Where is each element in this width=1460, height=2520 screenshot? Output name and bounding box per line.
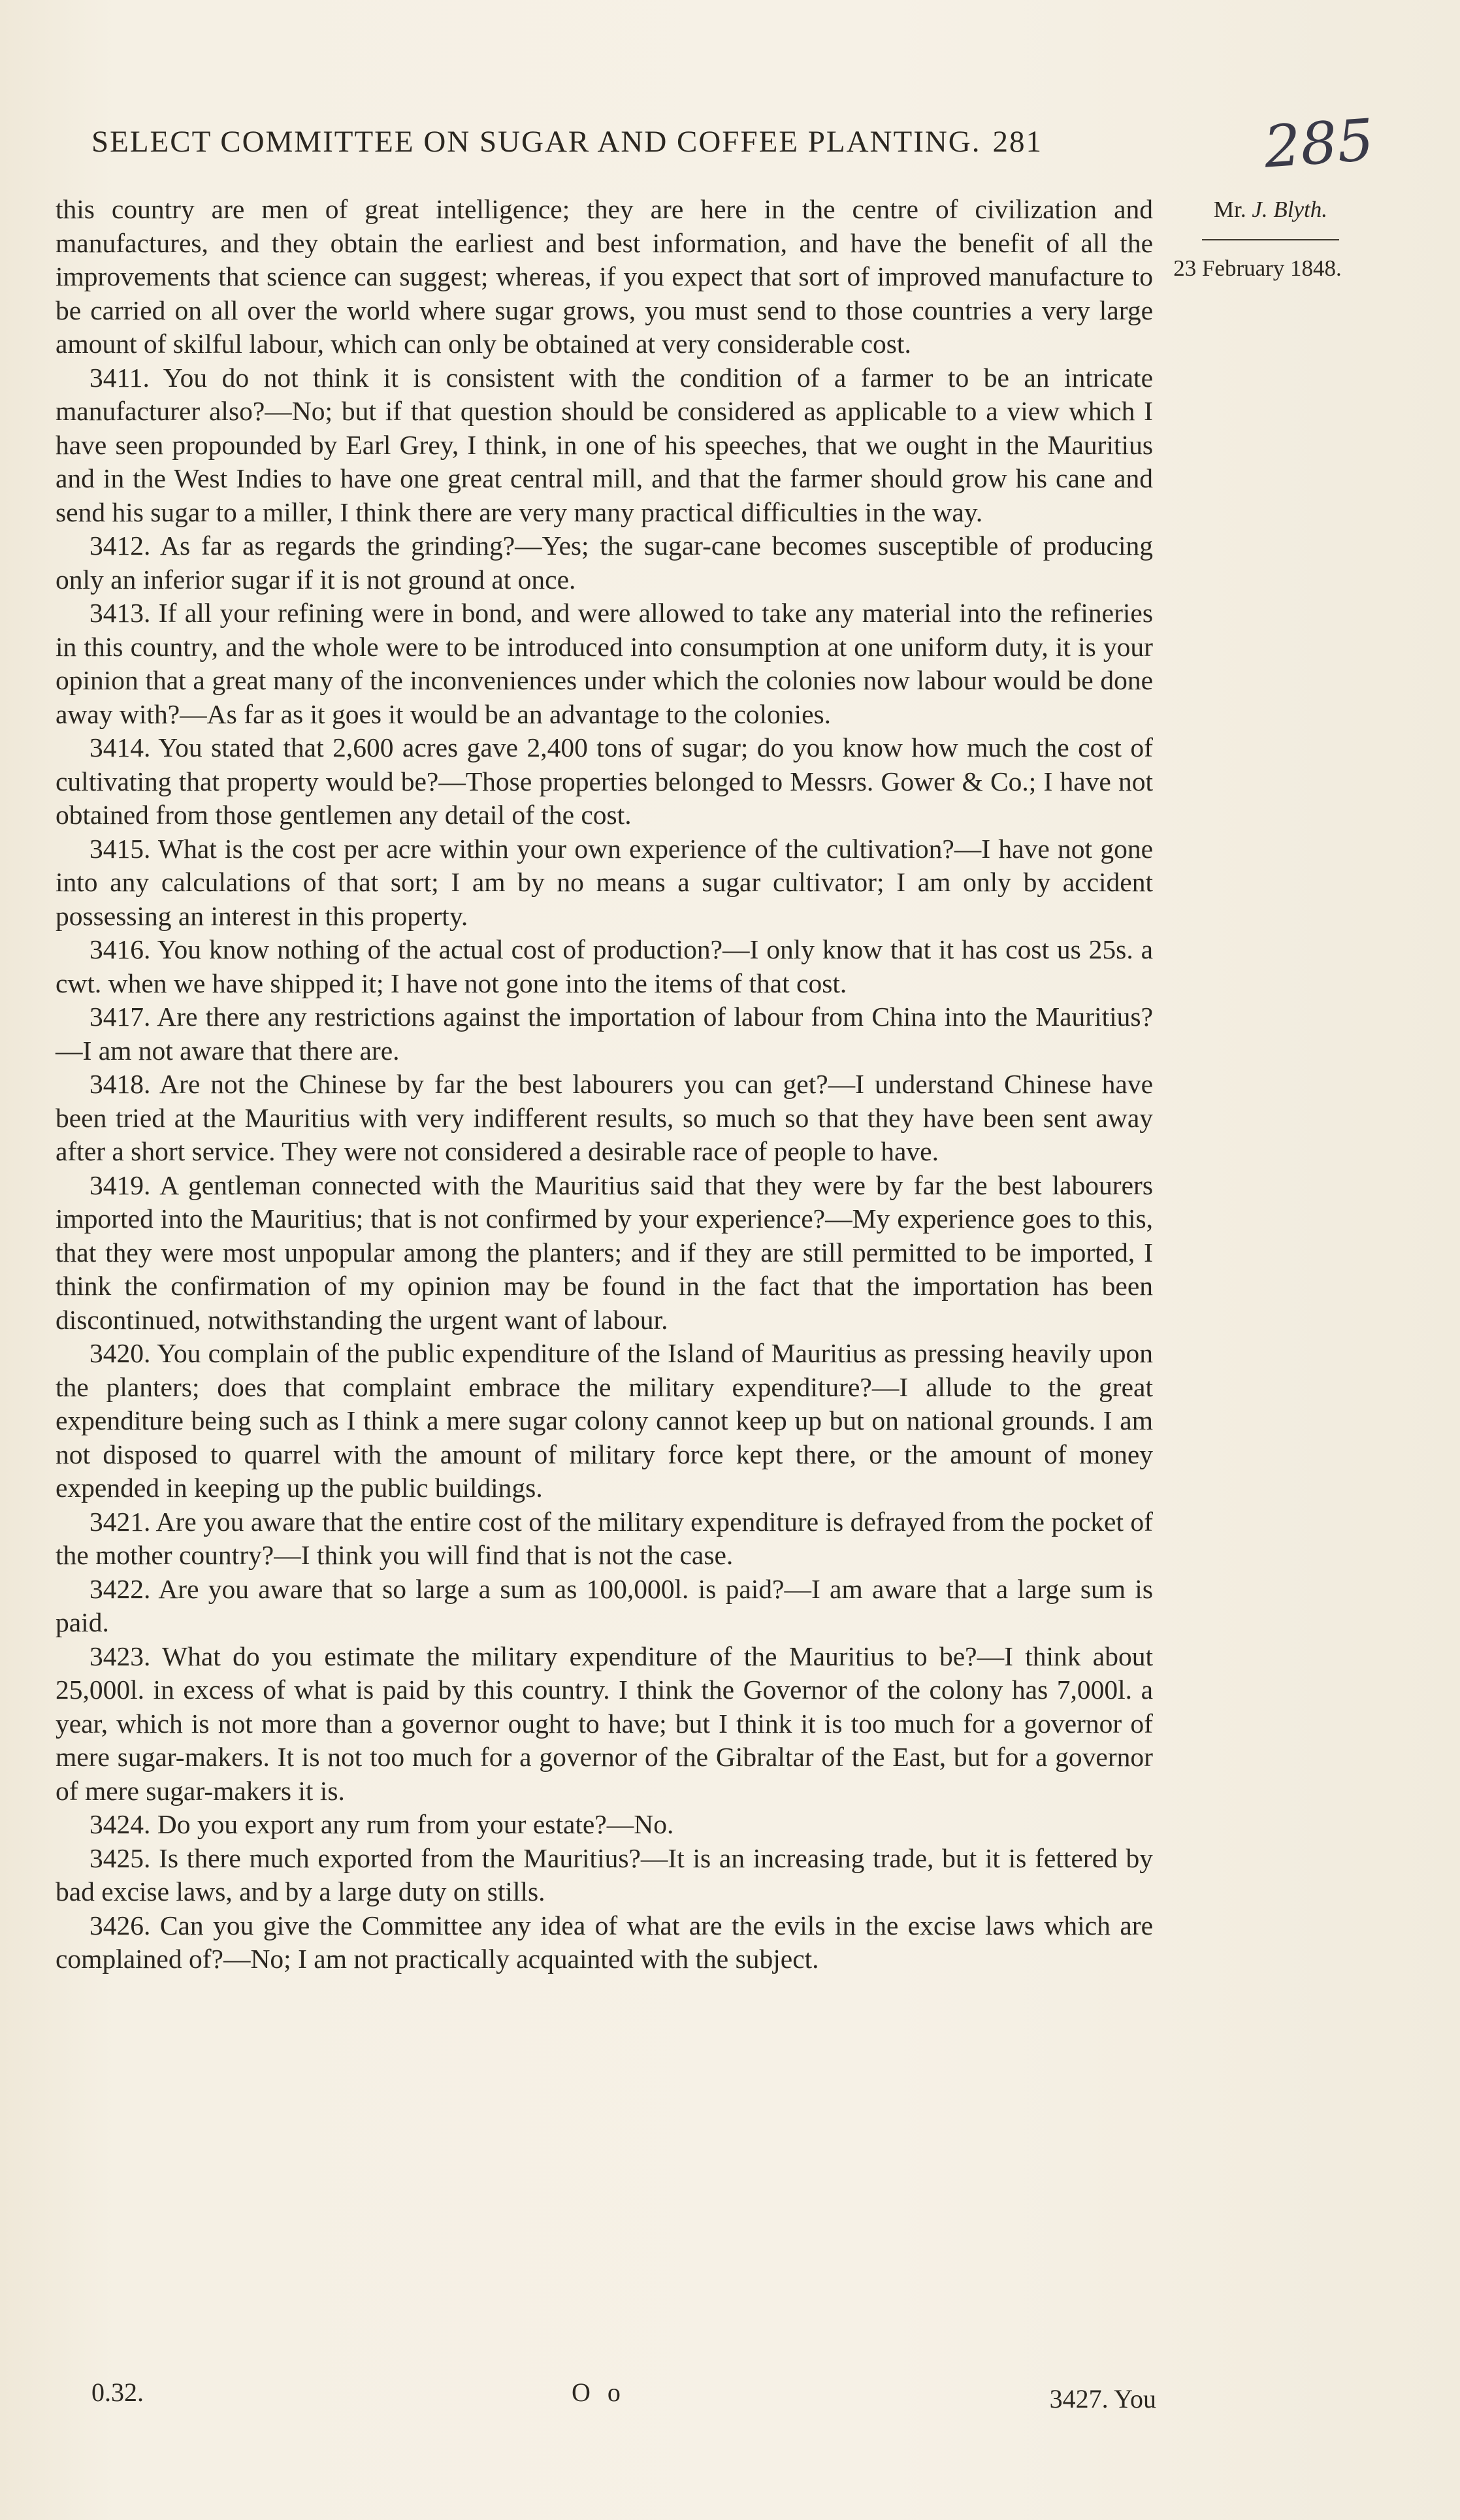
testimony-date: 23 February 1848. xyxy=(1173,255,1342,281)
paragraph-3424: 3424. Do you export any rum from your estate?—No. xyxy=(89,1809,674,1839)
header-title: SELECT COMMITTEE ON SUGAR AND COFFEE PLANTING. xyxy=(91,125,981,159)
paragraph-3425: 3425. Is there much exported from the Mauritius?—It is an increasing trade, but it is fettered by bad excise laws, and by a large duty on stills. xyxy=(56,1842,1153,1906)
margin-note xyxy=(1173,195,1365,283)
paragraph-3416: 3416. You know nothing of the actual cost of production?—I only know that it has cost us 25s. a cwt. when we have shipped it; I have not gone into the items of that cost. xyxy=(56,934,1153,998)
paragraph-3421: 3421. Are you aware that the entire cost of the military expenditure is defrayed from the pocket of the mother country?—I think you will find that is not the case. xyxy=(56,1506,1153,1570)
footer-gathering-mark: O o xyxy=(572,2378,626,2407)
paragraph-3411: 3411. You do not think it is consistent with the condition of a farmer to be an intricate manufacturer also?—No; but if that question should be considered as applicable to a view which I have seen propounded by Earl Grey, I think, in one of his speeches, that we ought in the Mauritius and in the West Indies to have one great central mill, and that the farmer should grow his cane and send his sugar to a miller, I think there are very many practical difficulties in the way. xyxy=(56,362,1153,527)
paragraph-3426: 3426. Can you give the Committee any idea of what are the evils in the excise laws which are complained of?—No; I am not practically acquainted with the subject. xyxy=(56,1910,1153,1974)
page-footer xyxy=(91,2377,1156,2416)
witness-prefix: Mr. xyxy=(1213,197,1252,222)
footer-signature-mark: 0.32. xyxy=(91,2378,144,2407)
paragraph-3413: 3413. If all your refining were in bond, and were allowed to take any material into the refineries in this country, and the whole were to be introduced into consumption at one uniform duty, it is your opinion that a great many of the inconveniences under which the colonies now labour would be done away with?—As far as it goes it would be an advantage to the colonies. xyxy=(56,598,1153,729)
paragraph-3412: 3412. As far as regards the grinding?—Yes; the sugar-cane becomes susceptible of producing only an inferior sugar if it is not ground at once. xyxy=(56,531,1153,595)
witness-label xyxy=(1176,195,1365,225)
paragraph-3420: 3420. You complain of the public expenditure of the Island of Mauritius as pressing heavily upon the planters; does that complaint embrace the military expenditure?—I allude to the great expenditure being such as I think a mere sugar colony cannot keep up but on national grounds. I am not disposed to quarrel with the amount of military force kept there, or the amount of money expended in keeping up the public buildings. xyxy=(56,1338,1153,1503)
handwritten-folio-number: 285 xyxy=(1261,106,1376,181)
footer-catchword: 3427. You xyxy=(1049,2384,1156,2414)
paragraph-3417: 3417. Are there any restrictions against the importation of labour from China into the Mauritius?—I am not aware that there are. xyxy=(56,1002,1153,1066)
margin-divider xyxy=(1202,239,1339,240)
paragraph-3418: 3418. Are not the Chinese by far the best labourers you can get?—I understand Chinese have been tried at the Mauritius with very indifferent results, so much so that they have been sent away after a short service. They were not considered a desirable race of people to have. xyxy=(56,1069,1153,1166)
paragraph-3415: 3415. What is the cost per acre within your own experience of the cultivation?—I have not gone into any calculations of that sort; I am by no means a sugar cultivator; I am only by accident possessing an interest in this property. xyxy=(56,833,1153,931)
paragraph-3423: 3423. What do you estimate the military expenditure of the Mauritius to be?—I think about 25,000l. in excess of what is paid by this country. I think the Governor of the colony has 7,000l. a year, which is not more than a governor ought to have; but I think it is too much for a governor of mere sugar-makers. It is not too much for a governor of the Gibraltar of the East, but for a governor of mere sugar-makers it is. xyxy=(56,1641,1153,1806)
paragraph-3419: 3419. A gentleman connected with the Mauritius said that they were by far the best labourers imported into the Mauritius; that is not confirmed by your experience?—My experience goes to this, that they were most unpopular among the planters; and if they are still permitted to be imported, I think the confirmation of my opinion may be found in the fact that the importation has been discontinued, notwithstanding the urgent want of labour. xyxy=(56,1170,1153,1335)
testimony-body xyxy=(56,193,1153,1976)
header-page-number: 281 xyxy=(992,125,1043,159)
paragraph-3422: 3422. Are you aware that so large a sum as 100,000l. is paid?—I am aware that a large sum is paid. xyxy=(56,1573,1153,1637)
running-header xyxy=(91,124,1150,159)
paragraph-3414: 3414. You stated that 2,600 acres gave 2,400 tons of sugar; do you know how much the cost of cultivating that property would be?—Those properties belonged to Messrs. Gower & Co.; I have not obtained from those gentlemen any detail of the cost. xyxy=(56,732,1153,830)
paragraph-continued: this country are men of great intelligence; they are here in the centre of civilization and manufactures, and they obtain the earliest and best information, and have the benefit of all the improvements that science can suggest; whereas, if you expect that sort of improved manufacture to be carried on all over the world where sugar grows, you must send to those countries a very large amount of skilful labour, which can only be obtained at very considerable cost. xyxy=(56,194,1153,359)
witness-name: J. Blyth. xyxy=(1252,197,1327,222)
